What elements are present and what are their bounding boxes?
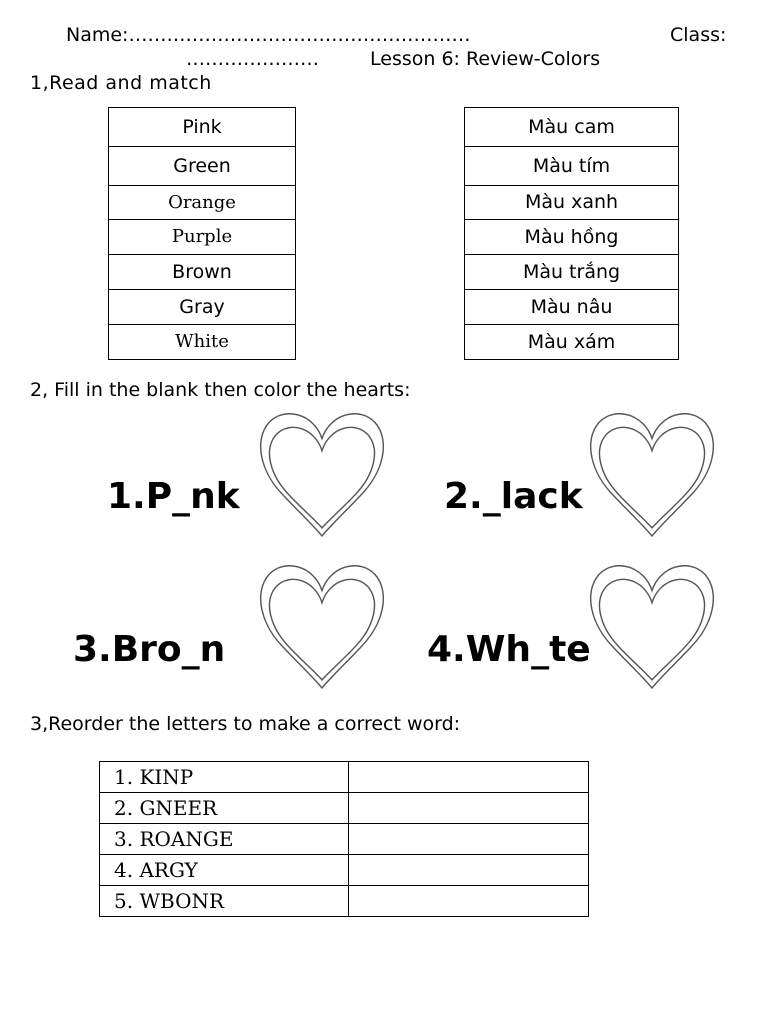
- scrambled-word: 1. KINP: [100, 762, 349, 793]
- heart-icon: [257, 560, 387, 690]
- answer-cell[interactable]: [349, 793, 589, 824]
- english-words-table: [108, 107, 296, 360]
- heart-icon: [257, 408, 387, 538]
- scrambled-word: 2. GNEER: [100, 793, 349, 824]
- vietnamese-word: Màu hồng: [465, 220, 679, 255]
- vietnamese-word: Màu xanh: [465, 186, 679, 220]
- answer-cell[interactable]: [349, 762, 589, 793]
- lesson-title: Lesson 6: Review-Colors: [370, 48, 601, 70]
- section-1-title: 1,Read and match: [30, 72, 212, 94]
- table-row: [100, 793, 589, 824]
- answer-cell[interactable]: [349, 824, 589, 855]
- class-field-dots: …………………: [186, 48, 319, 70]
- fill-blank-item-3: 3.Bro_n: [73, 629, 226, 670]
- vietnamese-word: Màu nâu: [465, 290, 679, 325]
- english-word: Brown: [109, 255, 296, 290]
- table-row: [100, 855, 589, 886]
- reorder-table: [99, 761, 589, 917]
- vietnamese-words-table: [464, 107, 679, 360]
- vietnamese-word: Màu xám: [465, 325, 679, 360]
- answer-cell[interactable]: [349, 886, 589, 917]
- section-3-title: 3,Reorder the letters to make a correct word:: [30, 713, 461, 735]
- english-word: Orange: [109, 186, 296, 220]
- table-row: [100, 824, 589, 855]
- scrambled-word: 5. WBONR: [100, 886, 349, 917]
- vietnamese-word: Màu tím: [465, 147, 679, 186]
- heart-icon: [587, 560, 717, 690]
- fill-blank-item-1: 1.P_nk: [107, 476, 240, 517]
- section-2-title: 2, Fill in the blank then color the hearts:: [30, 379, 411, 401]
- english-word: Pink: [109, 108, 296, 147]
- scrambled-word: 4. ARGY: [100, 855, 349, 886]
- english-word: White: [109, 325, 296, 360]
- table-row: [100, 886, 589, 917]
- vietnamese-word: Màu cam: [465, 108, 679, 147]
- english-word: Green: [109, 147, 296, 186]
- class-field-label: Class:: [670, 24, 727, 46]
- vietnamese-word: Màu trắng: [465, 255, 679, 290]
- table-row: [100, 762, 589, 793]
- fill-blank-item-2: 2._lack: [444, 476, 583, 517]
- english-word: Gray: [109, 290, 296, 325]
- english-word: Purple: [109, 220, 296, 255]
- heart-icon: [587, 408, 717, 538]
- fill-blank-item-4: 4.Wh_te: [427, 629, 591, 670]
- answer-cell[interactable]: [349, 855, 589, 886]
- name-field-label: Name:………………………………………………: [66, 24, 471, 46]
- scrambled-word: 3. ROANGE: [100, 824, 349, 855]
